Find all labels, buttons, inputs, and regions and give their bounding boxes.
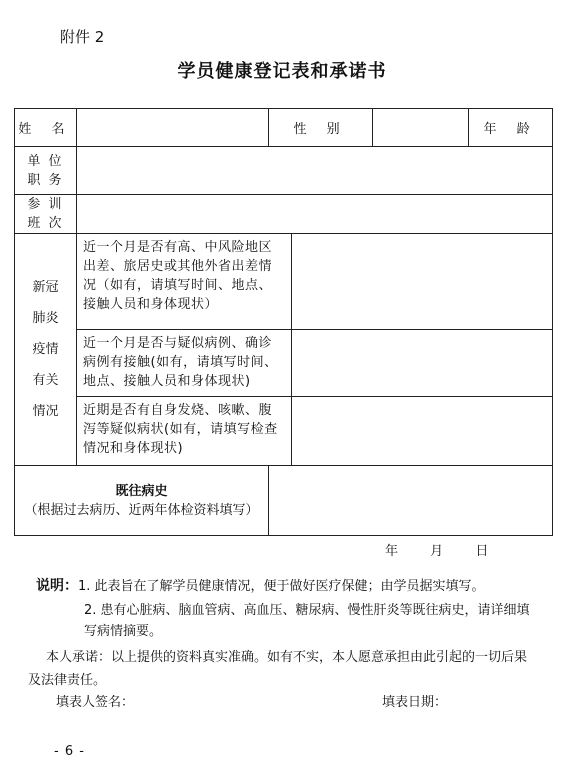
signer-label: 填表人签名： [56,695,135,710]
class-label: 班 次 [27,216,64,231]
training-label: 参 训 [27,197,64,212]
notes-label: 说明： [36,578,78,594]
unit-position-field[interactable] [77,147,553,195]
symptoms-answer[interactable] [292,397,553,466]
commitment-statement: 本人承诺：以上提供的资料真实准确。如有不实，本人愿意承担由此引起的一切后果及法律责任。 [28,650,528,688]
gender-label: 性 别 [269,109,373,147]
medical-history-label [15,466,269,536]
unit-label: 单 位 [27,153,64,169]
month-label: 月 [430,544,445,559]
medical-history-note: （根据过去病历、近两年体检资料填写） [24,502,259,518]
position-label: 职 务 [27,172,64,188]
date-line [385,540,489,559]
health-registration-table [14,108,553,536]
covid-label-line: 有关 [32,373,59,388]
gender-field[interactable] [373,109,469,147]
covid-label-line: 肺炎 [32,311,59,326]
training-class-field[interactable] [77,195,553,234]
name-field[interactable] [77,109,269,147]
travel-history-question: 近一个月是否有高、中风险地区出差、旅居史或其他外省出差情况（如有，请填写时间、地点、接触人员和身体现状） [77,234,292,330]
fill-date-label: 填表日期： [382,695,448,710]
travel-history-answer[interactable] [292,234,553,330]
note-item-1: 1. 此表旨在了解学员健康情况，便于做好医疗保健；由学员据实填写。 [78,579,485,594]
covid-label-line: 情况 [32,404,59,419]
page-title: 学员健康登记表和承诺书 [177,61,387,82]
medical-history-title: 既往病史 [115,483,168,499]
note-item-2: 2. 患有心脏病、脑血管病、高血压、糖尿病、慢性肝炎等既往病史，请详细填写病情摘要。 [84,603,530,639]
contact-history-answer[interactable] [292,330,553,397]
attachment-label: 附件 2 [60,28,105,46]
year-label: 年 [385,544,400,559]
day-label: 日 [475,544,490,559]
page-number: - 6 - [54,744,85,759]
note-line-1 [36,576,485,597]
symptoms-question: 近期是否有自身发烧、咳嗽、腹泻等疑似病状(如有，请填写检查情况和身体现状) [77,397,292,466]
name-label: 姓 名 [15,109,77,147]
unit-position-label [15,147,77,195]
medical-history-field[interactable] [269,466,553,536]
age-label: 年 龄 [469,109,553,147]
training-class-label [15,195,77,234]
covid-label-line: 新冠 [32,280,59,295]
covid-label-line: 疫情 [32,342,59,357]
covid-section-label [15,234,77,466]
contact-history-question: 近一个月是否与疑似病例、确诊病例有接触(如有，请填写时间、地点、接触人员和身体现状) [77,330,292,397]
